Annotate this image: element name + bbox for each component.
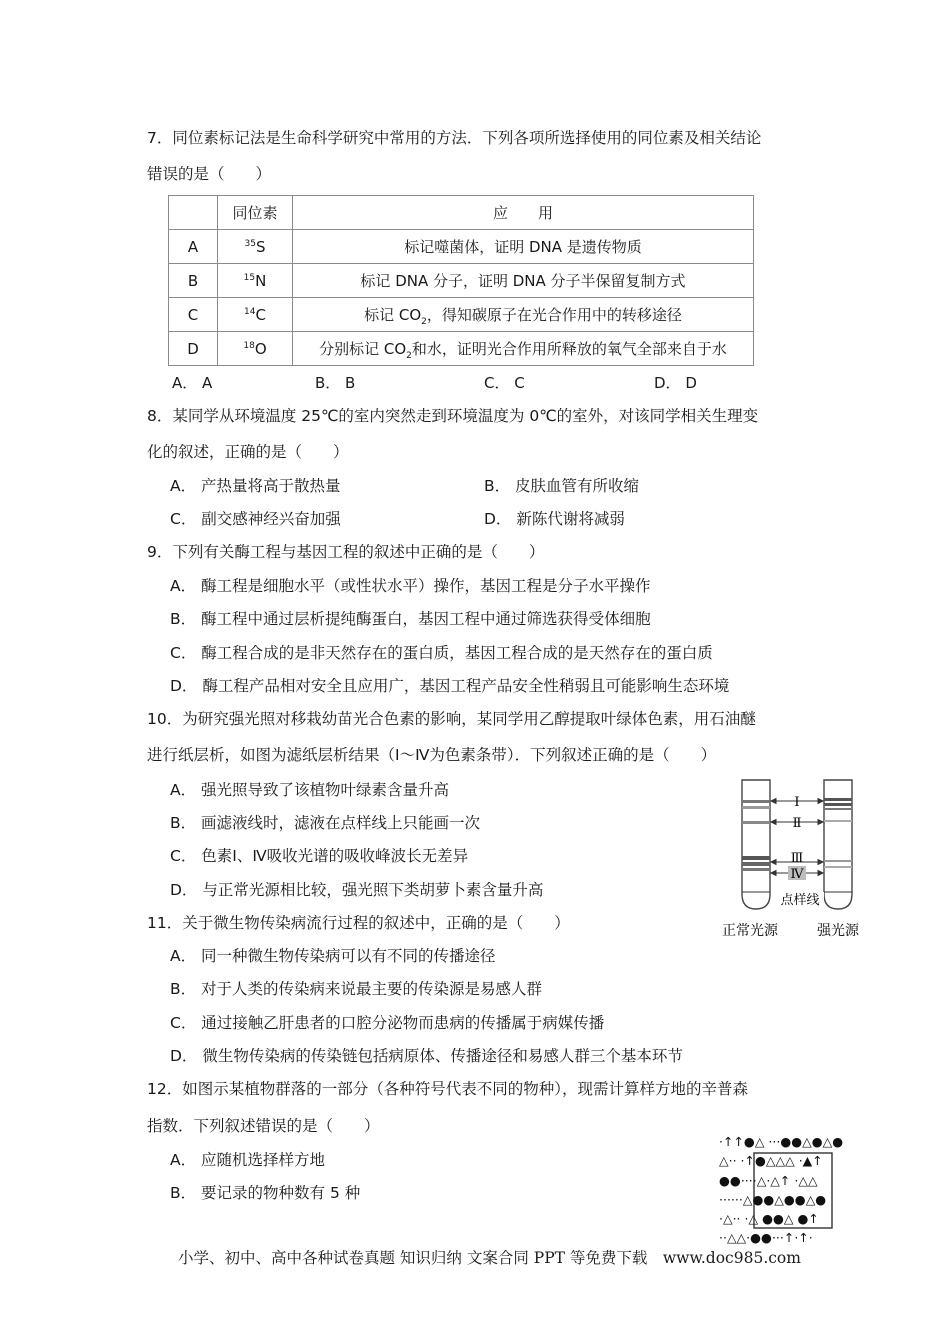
table-row: [169, 298, 754, 332]
grid-row: ●●····△·△↑ ·△△: [719, 1173, 818, 1188]
q12-stem-line1: 12．如图示某植物群落的一部分（各种符号代表不同的物种），现需计算样方地的辛普森: [147, 1080, 748, 1098]
q10-option-a: A． 强光照导致了该植物叶绿素含量升高: [170, 781, 450, 799]
table-row: [169, 264, 754, 298]
application-text: ，得知碳原子在光合作用中的转移途径: [426, 306, 682, 324]
isotope-cell: [218, 332, 293, 366]
row-label: D: [169, 332, 218, 366]
q9-option-b: B． 酶工程中通过层析提纯酶蛋白，基因工程中通过筛选获得受体细胞: [170, 610, 651, 628]
band-label-4: Ⅳ: [790, 867, 804, 882]
q9-option-d: D． 酶工程产品相对安全且应用广，基因工程产品安全性稍弱且可能影响生态环境: [170, 677, 730, 695]
isotope-element: N: [255, 271, 267, 290]
isotope-mass: 15: [243, 272, 256, 283]
q10-option-d: D． 与正常光源相比较，强光照下类胡萝卜素含量升高: [170, 881, 544, 899]
species-quadrat-figure: [716, 1130, 878, 1246]
grid-row: ·↑↑●△ ···●●△●△●: [719, 1134, 844, 1149]
band-label-1: Ⅰ: [794, 795, 800, 810]
isotope-mass: 14: [244, 306, 256, 317]
q7-answer-d: D． D: [654, 374, 697, 392]
subscript: 2: [406, 351, 412, 361]
q11-stem: 11．关于微生物传染病流行过程的叙述中，正确的是（ ）: [147, 914, 570, 932]
table-header-cell: 应 用: [293, 196, 754, 230]
q9-option-c: C． 酶工程合成的是非天然存在的蛋白质，基因工程合成的是天然存在的蛋白质: [170, 644, 713, 662]
q10-stem-line1: 10．为研究强光照对移栽幼苗光合色素的影响，某同学用乙醇提取叶绿体色素，用石油醚: [147, 710, 756, 728]
q12-option-b: B． 要记录的物种数有 5 种: [170, 1184, 361, 1202]
isotope-element: C: [255, 305, 266, 324]
application-cell: 标记噬菌体，证明 DNA 是遗传物质: [293, 230, 754, 264]
q7-stem-line2: 错误的是（ ）: [147, 165, 272, 183]
application-text: 和水，证明光合作用所释放的氧气全部来自于水: [411, 340, 727, 358]
q7-answer-b: B． B: [315, 374, 356, 392]
chromatography-figure: [718, 776, 866, 942]
table-row: [169, 230, 754, 264]
table-header-cell: [169, 196, 218, 230]
grid-row: △·· ·↑●△△△ ·▲↑: [719, 1153, 823, 1168]
isotope-table: [168, 195, 754, 366]
q12-option-a: A． 应随机选择样方地: [170, 1151, 326, 1169]
q8-option-c: C． 副交感神经兴奋加强: [170, 510, 341, 528]
grid-row: ······△●●△●●△●: [719, 1192, 827, 1207]
q10-option-c: C． 色素Ⅰ、Ⅳ吸收光谱的吸收峰波长无差异: [170, 847, 469, 865]
table-row: [169, 332, 754, 366]
q8-option-a: A． 产热量将高于散热量: [170, 477, 341, 495]
application-cell: [293, 298, 754, 332]
row-label: C: [169, 298, 218, 332]
isotope-element: S: [255, 237, 266, 256]
q8-stem-line2: 化的叙述，正确的是（ ）: [147, 443, 349, 461]
isotope-cell: [218, 298, 293, 332]
q9-option-a: A． 酶工程是细胞水平（或性状水平）操作，基因工程是分子水平操作: [170, 577, 651, 595]
q10-stem-line2: 进行纸层析，如图为滤纸层析结果（Ⅰ～Ⅳ为色素条带）．下列叙述正确的是（ ）: [147, 746, 717, 764]
application-cell: 标记 DNA 分子，证明 DNA 分子半保留复制方式: [293, 264, 754, 298]
q8-option-b: B． 皮肤血管有所收缩: [484, 477, 640, 495]
row-label: B: [169, 264, 218, 298]
band-label-3: Ⅲ: [790, 851, 804, 866]
tube-normal-light: [742, 780, 770, 909]
grid-row: ··△△·●●···↑·↑·: [719, 1230, 813, 1245]
q7-answer-c: C． C: [484, 374, 525, 392]
isotope-mass: 18: [243, 340, 255, 351]
tube-strong-light: [824, 780, 852, 909]
grid-row: ·△·· ·△ ●●△ ●↑: [719, 1211, 819, 1226]
q11-option-c: C． 通过接触乙肝患者的口腔分泌物而患病的传播属于病媒传播: [170, 1014, 605, 1032]
q10-option-b: B． 画滤液线时，滤液在点样线上只能画一次: [170, 814, 481, 832]
table-header-cell: 同位素: [218, 196, 293, 230]
application-text: 标记 CO: [364, 306, 422, 324]
q11-option-a: A． 同一种微生物传染病可以有不同的传播途径: [170, 947, 496, 965]
isotope-cell: [218, 230, 293, 264]
isotope-cell: [218, 264, 293, 298]
q12-stem-line2: 指数．下列叙述错误的是（ ）: [147, 1117, 380, 1135]
origin-line-label: 点样线: [780, 893, 820, 908]
q7-answer-a: A． A: [172, 374, 213, 392]
application-text: 分别标记 CO: [319, 340, 407, 358]
isotope-mass: 35: [244, 238, 256, 249]
page-footer: 小学、初中、高中各种试卷真题 知识归纳 文案合同 PPT 等免费下载 www.doc985.com: [178, 1249, 801, 1267]
q11-option-d: D． 微生物传染病的传染链包括病原体、传播途径和易感人群三个基本环节: [170, 1047, 683, 1065]
subscript: 2: [421, 317, 427, 327]
application-cell: [293, 332, 754, 366]
q8-option-d: D． 新陈代谢将减弱: [484, 510, 625, 528]
band-label-2: Ⅱ: [792, 816, 802, 831]
normal-light-label: 正常光源: [722, 923, 778, 939]
q9-stem: 9．下列有关酶工程与基因工程的叙述中正确的是（ ）: [147, 543, 545, 561]
q7-stem-line1: 7．同位素标记法是生命科学研究中常用的方法．下列各项所选择使用的同位素及相关结论: [147, 129, 762, 147]
q11-option-b: B． 对于人类的传染病来说最主要的传染源是易感人群: [170, 980, 543, 998]
isotope-element: O: [254, 339, 267, 358]
q8-stem-line1: 8．某同学从环境温度 25℃的室内突然走到环境温度为 0℃的室外，对该同学相关生理变: [147, 407, 759, 425]
strong-light-label: 强光源: [817, 923, 859, 939]
row-label: A: [169, 230, 218, 264]
table-header-row: [169, 196, 754, 230]
